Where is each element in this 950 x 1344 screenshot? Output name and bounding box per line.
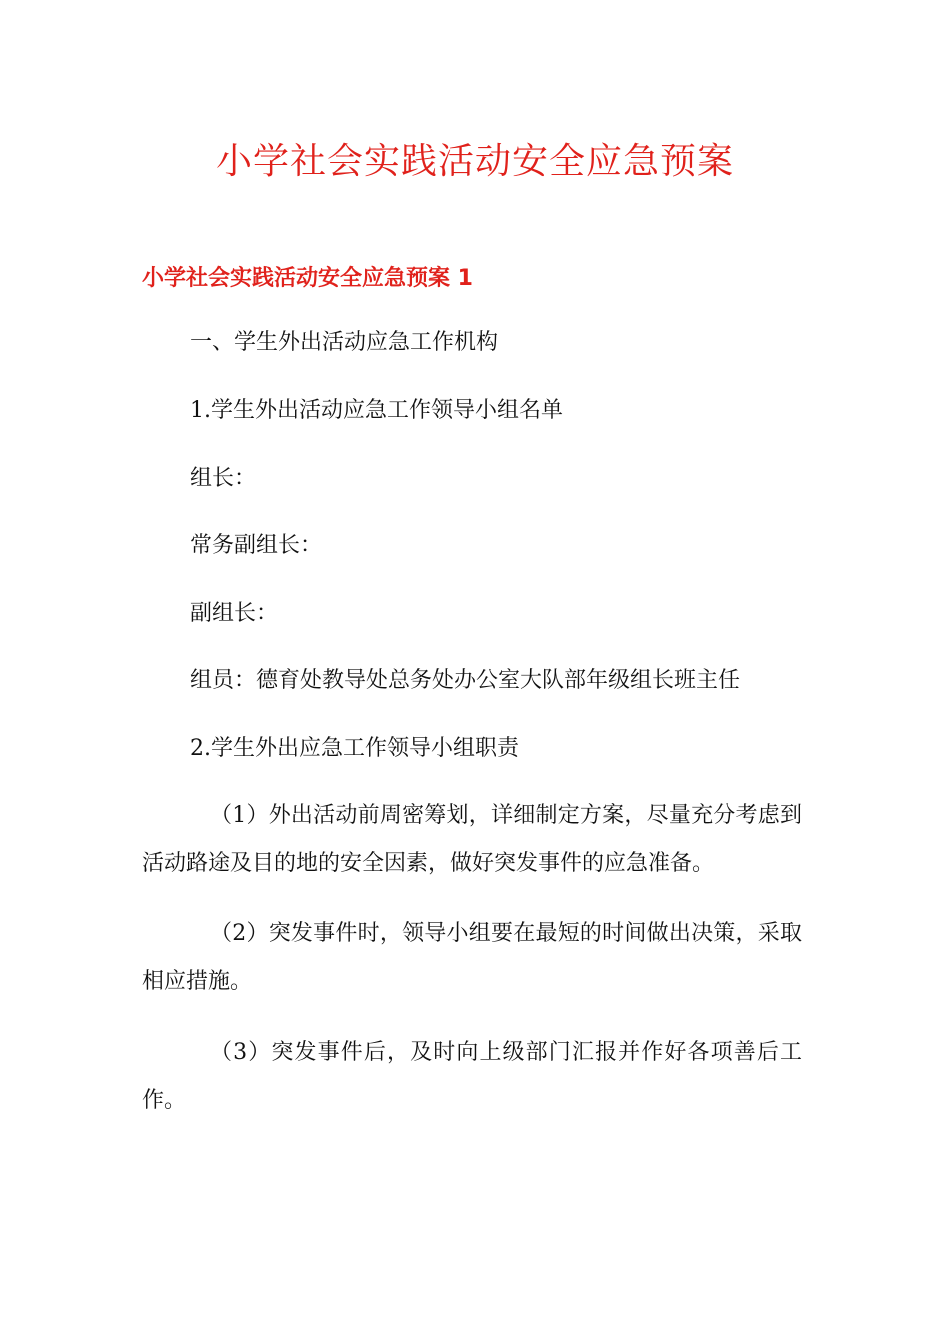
- duty-paragraph-1: （1）外出活动前周密筹划，详细制定方案，尽量充分考虑到活动路途及目的地的安全因素，做好突发事件的应急准备。: [142, 803, 802, 876]
- document-title: 小学社会实践活动安全应急预案: [215, 141, 734, 182]
- duty-paragraph-2: （2）突发事件时，领导小组要在最短的时间做出决策，采取相应措施。: [142, 921, 802, 994]
- duties-heading: 2.学生外出应急工作领导小组职责: [190, 736, 519, 761]
- section-heading: 小学社会实践活动安全应急预案 1: [142, 266, 473, 291]
- executive-deputy-line: 常务副组长：: [190, 533, 323, 558]
- leader-line: 组长：: [190, 466, 257, 491]
- org-heading: 一、学生外出活动应急工作机构: [190, 330, 499, 355]
- members-line: 组员：德育处教导处总务处办公室大队部年级组长班主任: [190, 668, 741, 693]
- duty-paragraph-3: （3）突发事件后，及时向上级部门汇报并作好各项善后工作。: [142, 1040, 802, 1113]
- deputy-line: 副组长：: [190, 601, 279, 626]
- leader-list-heading: 1.学生外出活动应急工作领导小组名单: [190, 398, 563, 423]
